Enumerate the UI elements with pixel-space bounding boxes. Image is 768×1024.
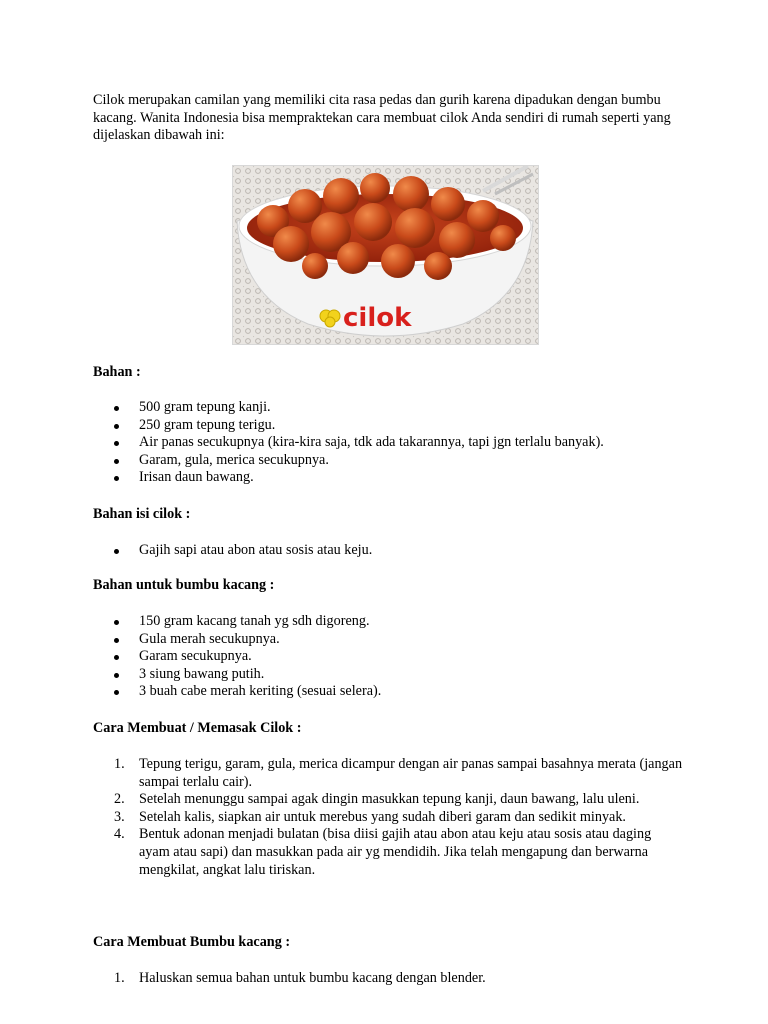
bullet-icon bbox=[114, 424, 119, 429]
list-item: 150 gram kacang tanah yg sdh digoreng. bbox=[93, 613, 683, 631]
list-bumbu-kacang bbox=[93, 613, 683, 701]
list-item: 3 siung bawang putih. bbox=[93, 666, 683, 684]
bullet-icon bbox=[114, 476, 119, 481]
bullet-icon bbox=[114, 620, 119, 625]
list-item: 500 gram tepung kanji. bbox=[93, 399, 683, 417]
heading-cara-bumbu: Cara Membuat Bumbu kacang : bbox=[93, 934, 291, 950]
bullet-icon bbox=[114, 549, 119, 554]
list-bahan bbox=[93, 399, 683, 487]
list-item: 1. Haluskan semua bahan untuk bumbu kacang dengan blender. bbox=[114, 970, 486, 986]
heading-bahan: Bahan : bbox=[93, 364, 141, 380]
list-item: Air panas secukupnya (kira-kira saja, tdk ada takarannya, tapi jgn terlalu banyak). bbox=[93, 434, 683, 452]
bullet-icon bbox=[114, 638, 119, 643]
bullet-icon bbox=[114, 441, 119, 446]
list-item: 4. Bentuk adonan menjadi bulatan (bisa diisi gajih atau abon atau keju atau sosis atau daging ayam atau sapi) dan masukkan pada air yg mendidih. Jika telah mengapung dan berwarna mengkilat, angkat lalu tiriskan. bbox=[114, 826, 652, 878]
heading-bumbu-kacang: Bahan untuk bumbu kacang : bbox=[93, 577, 275, 593]
list-item: 250 gram tepung terigu. bbox=[93, 417, 683, 435]
steps-cara-membuat bbox=[93, 756, 683, 879]
list-item: Garam, gula, merica secukupnya. bbox=[93, 452, 683, 470]
bullet-icon bbox=[114, 673, 119, 678]
intro-paragraph: Cilok merupakan camilan yang memiliki cita rasa pedas dan gurih karena dipadukan dengan bumbu kacang. Wanita Indonesia bisa mempraktekan cara membuat cilok Anda sendiri di rumah seperti yang dijelaskan dibawah ini: bbox=[93, 92, 671, 144]
bullet-icon bbox=[114, 655, 119, 660]
list-item: 2. Setelah menunggu sampai agak dingin masukkan tepung kanji, daun bawang, lalu uleni. bbox=[114, 791, 640, 808]
list-item: 1. Tepung terigu, garam, gula, merica dicampur dengan air panas sampai basahnya merata (jangan sampai terlalu cair). bbox=[114, 756, 683, 790]
photo-caption: cilok bbox=[343, 303, 412, 333]
list-bahan-isi bbox=[93, 542, 683, 560]
bullet-icon bbox=[114, 690, 119, 695]
heading-bahan-isi: Bahan isi cilok : bbox=[93, 506, 191, 522]
heading-cara-membuat: Cara Membuat / Memasak Cilok : bbox=[93, 720, 302, 736]
list-item: Gajih sapi atau abon atau sosis atau keju. bbox=[93, 542, 683, 560]
bullet-icon bbox=[114, 406, 119, 411]
steps-cara-bumbu bbox=[93, 970, 683, 988]
list-item: 3 buah cabe merah keriting (sesuai selera). bbox=[93, 683, 683, 701]
list-item: Gula merah secukupnya. bbox=[93, 631, 683, 649]
list-item: Irisan daun bawang. bbox=[93, 469, 683, 487]
list-item: Garam secukupnya. bbox=[93, 648, 683, 666]
cilok-photo bbox=[232, 165, 539, 345]
bullet-icon bbox=[114, 459, 119, 464]
list-item: 3. Setelah kalis, siapkan air untuk merebus yang sudah diberi garam dan sedikit minyak. bbox=[114, 808, 626, 825]
